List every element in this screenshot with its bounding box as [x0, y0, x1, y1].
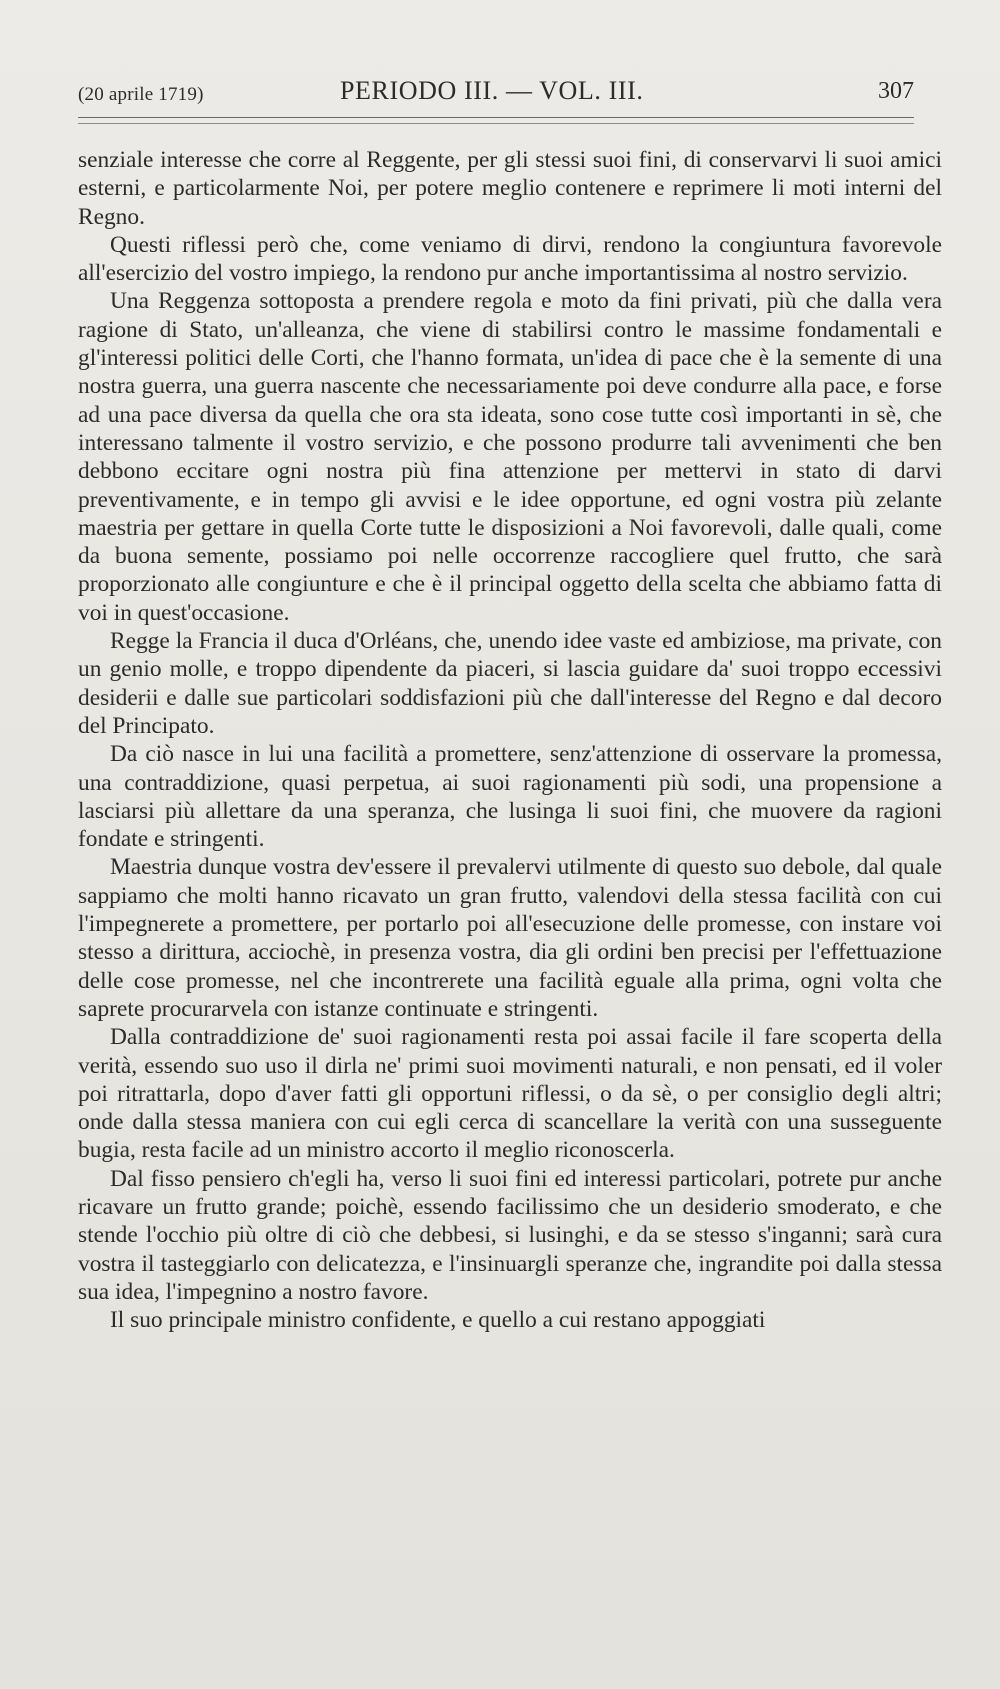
header-rule-bottom [78, 123, 914, 124]
page-number: 307 [878, 78, 914, 104]
paragraph-4: Regge la Francia il duca d'Orléans, che, unendo idee vaste ed ambiziose, ma private, con un genio molle, e troppo dipendente da piaceri, si lascia guidare da' suoi troppo eccessivi desiderii e dalle sue particolari soddisfazioni più che dall'interesse del Regno e dal decoro del Principato. [78, 628, 942, 739]
paragraph-3: Una Reggenza sottoposta a prendere regola e moto da fini privati, più che dalla vera ragione di Stato, un'alleanza, che viene di stabilirsi contro le massime fondamentali e gl'interessi politici delle Corti, che l'hanno formata, un'idea di pace che è la semente di una nostra guerra, una guerra nascente che necessariamente poi deve condurre alla pace, e forse ad una pace diversa da quella che ora sta ideata, sono cose tutte così importanti in sè, che interessano talmente il vostro servizio, e che possono produrre tali avvenimenti che ben debbono eccitare ogni nostra più fina attenzione per mettervi in stato di darvi preventivamente, e in tempo gli avvisi e le idee opportune, ed ogni vostra più zelante maestria per gettare in quella Corte tutte le disposizioni a Noi favorevoli, dalle quali, come da buona semente, possiamo poi nelle occorrenze raccogliere quel frutto, che sarà proporzionato alle congiunture e che è il principal oggetto della scelta che abbiamo fatta di voi in quest'occasione. [78, 288, 942, 626]
header-rule-top [78, 117, 914, 118]
paragraph-2: Questi riflessi però che, come veniamo di dirvi, rendono la congiuntura favorevole all'esercizio del vostro impiego, la rendono pur anche importantissima al nostro servizio. [78, 231, 942, 287]
paragraph-6: Maestria dunque vostra dev'essere il prevalervi utilmente di questo suo debole, dal quale sappiamo che molti hanno ricavato un gran frutto, valendovi della stessa facilità con cui l'impegnerete a promettere, per portarlo poi all'esecuzione delle promesse, con instare voi stesso a dirittura, acciochè, in presenza vostra, dia gli ordini ben precisi per l'effettuazione delle cose promesse, nel che incontrerete una facilità eguale alla prima, ogni volta che saprete procurarvela con istanze continuate e stringenti. [78, 854, 942, 1022]
body-text [78, 146, 942, 1334]
paragraph-9: Il suo principale ministro confidente, e quello a cui restano appoggiati [110, 1307, 766, 1334]
header-running-title: PERIODO III. — VOL. III. [340, 76, 644, 105]
paragraph-1: senziale interesse che corre al Reggente, per gli stessi suoi fini, di conservarvi li suoi amici esterni, e particolarmente Noi, per potere meglio contenere e reprimere li moti interni del Regno. [78, 147, 942, 230]
header-date: (20 aprile 1719) [78, 84, 204, 105]
paragraph-7: Dalla contraddizione de' suoi ragionamenti resta poi assai facile il fare scoperta della verità, essendo suo uso il dirla ne' primi suoi movimenti naturali, e non pensati, ed il voler poi ritrattarla, dopo d'aver fatti gli opportuni riflessi, o da sè, o per consiglio degli altri; onde dalla stessa maniera con cui egli cerca di scancellare la verità con una susseguente bugia, resta facile ad un ministro accorto il meglio riconoscerla. [78, 1024, 942, 1164]
running-header [78, 70, 914, 110]
paragraph-5: Da ciò nasce in lui una facilità a promettere, senz'attenzione di osservare la promessa, una contraddizione, quasi perpetua, ai suoi ragionamenti più sodi, una propensione a lasciarsi più allettare da una speranza, che lusinga li suoi fini, che muovere da ragioni fondate e stringenti. [78, 741, 942, 853]
paragraph-8: Dal fisso pensiero ch'egli ha, verso li suoi fini ed interessi particolari, potrete pur anche ricavare un frutto grande; poichè, essendo facilissimo che un desiderio smoderato, e che stende l'occhio più oltre di ciò che debbesi, si lusinghi, e da se stesso s'inganni; sarà cura vostra il tasteggiarlo con delicatezza, e l'insinuargli speranze che, ingrandite poi dalla stessa sua idea, l'impegnino a nostro favore. [78, 1165, 942, 1305]
